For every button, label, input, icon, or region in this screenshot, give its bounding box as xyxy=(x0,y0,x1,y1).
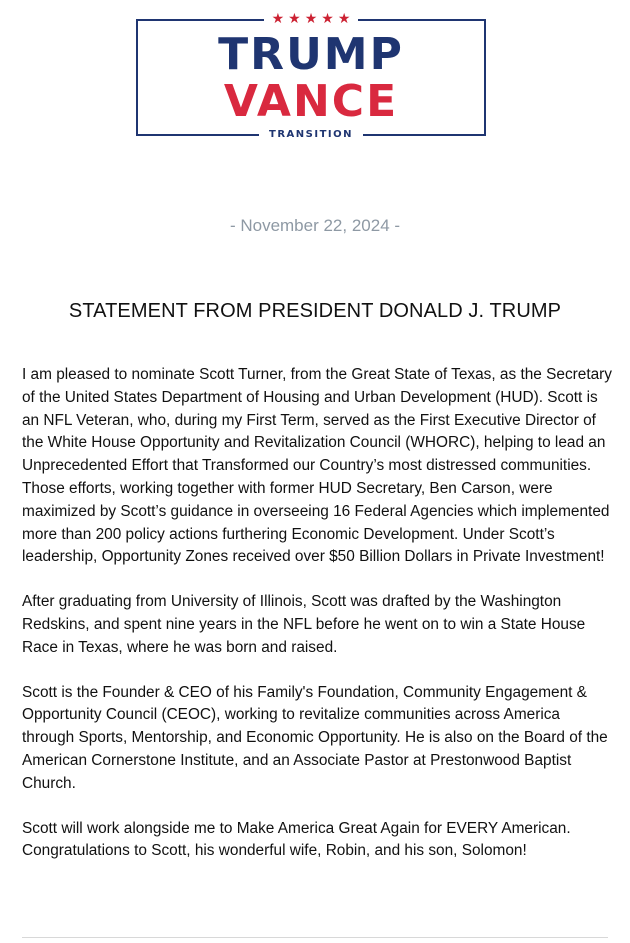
transition-text: TRANSITION xyxy=(259,129,363,140)
logo-trump-text: TRUMP xyxy=(218,29,404,80)
statement-body xyxy=(22,364,612,885)
logo-vance-text: VANCE xyxy=(223,76,399,127)
logo-transition-label xyxy=(138,128,484,142)
paragraph-nomination: I am pleased to nominate Scott Turner, from the Great State of Texas, as the Secretary of the United States Department of Housing and Urban Development (HUD). Scott is an NFL Veteran, who, during my First Term, served as the First Executive Director of the White House Opportunity and Revitalization Council (WHORC), helping to lead an Unprecedented Effort that Transformed our Country’s most distressed communities. Those efforts, working together with former HUD Secretary, Ben Carson, were maximized by Scott’s guidance in overseeing 16 Federal Agencies which implemented more than 200 policy actions furthering Economic Development. Under Scott’s leadership, Opportunity Zones received over $50 Billion Dollars in Private Investment! xyxy=(22,366,612,566)
logo-stars xyxy=(138,9,484,29)
paragraph-foundation: Scott is the Founder & CEO of his Family's Foundation, Community Engagement & Opportunity Council (CEOC), working to revitalize communities across America through Sports, Mentorship, and Economic Opportunity. He is also on the Board of the American Cornerstone Institute, and an Associate Pastor at Prestonwood Baptist Church. xyxy=(22,683,608,792)
footer-divider xyxy=(22,937,608,938)
stars-text: ★★★★★ xyxy=(264,11,359,27)
paragraph-background: After graduating from University of Illinois, Scott was drafted by the Washington Redskins, and spent nine years in the NFL before he went on to win a State House Race in Texas, where he was born and raised. xyxy=(22,593,586,656)
paragraph-closing: Scott will work alongside me to Make America Great Again for EVERY American. Congratulations to Scott, his wonderful wife, Robin, and his son, Solomon! xyxy=(22,819,571,860)
statement-date: - November 22, 2024 - xyxy=(229,216,401,235)
statement-headline: STATEMENT FROM PRESIDENT DONALD J. TRUMP xyxy=(68,300,562,322)
trump-vance-logo xyxy=(136,11,486,140)
